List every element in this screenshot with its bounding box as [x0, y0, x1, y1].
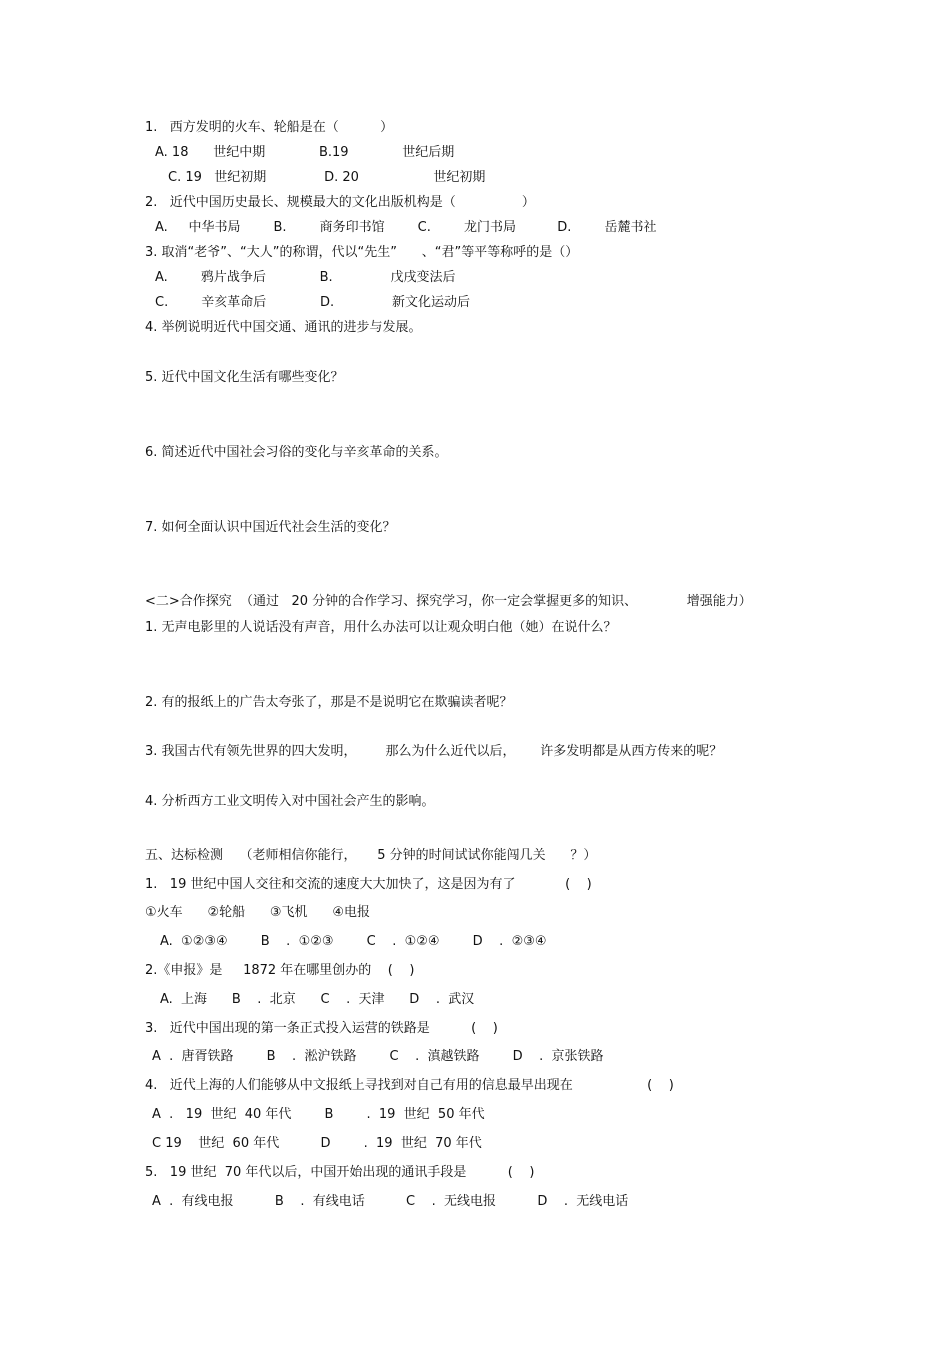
question-1-options-ab: A. 18 世纪中期 B.19 世纪后期 [155, 145, 455, 160]
question-1-text: 1. 西方发明的火车、轮船是在（ ） [145, 120, 394, 135]
assessment-question-2: 2.《申报》是 1872 年在哪里创办的 ( ) [145, 963, 415, 978]
question-2-options: A. 中华书局 B. 商务印书馆 C. 龙门书局 D. 岳麓书社 [155, 220, 657, 235]
inquiry-question-2: 2. 有的报纸上的广告太夸张了，那是不是说明它在欺骗读者呢？ [145, 695, 513, 710]
question-1-options-cd: C. 19 世纪初期 D. 20 世纪初期 [168, 170, 486, 185]
assessment-question-3-options: A . 唐胥铁路 B . 淞沪铁路 C . 滇越铁路 D . 京张铁路 [152, 1049, 604, 1064]
question-4-text: 4. 举例说明近代中国交通、通讯的进步与发展。 [145, 320, 422, 335]
assessment-question-1-items: ①火车 ②轮船 ③飞机 ④电报 [145, 905, 370, 920]
section-assessment-heading: 五、达标检测 （老师相信你能行， 5 分钟的时间试试你能闯几关 ？） [145, 848, 597, 863]
assessment-question-3: 3. 近代中国出现的第一条正式投入运营的铁路是 ( ) [145, 1021, 498, 1036]
section-cooperative-inquiry-heading: <二>合作探究 （通过 20 分钟的合作学习、探究学习，你一定会掌握更多的知识、 增强能力） [145, 594, 752, 609]
inquiry-question-1: 1. 无声电影里的人说话没有声音，用什么办法可以让观众明白他（她）在说什么？ [145, 620, 617, 635]
question-2-text: 2. 近代中国历史最长、规模最大的文化出版机构是（ ） [145, 195, 535, 210]
inquiry-question-3: 3. 我国古代有领先世界的四大发明， 那么为什么近代以后， 许多发明都是从西方传来的呢？ [145, 744, 723, 759]
assessment-question-5: 5. 19 世纪 70 年代以后，中国开始出现的通讯手段是 ( ) [145, 1165, 535, 1180]
question-5-text: 5. 近代中国文化生活有哪些变化？ [145, 370, 344, 385]
question-7-text: 7. 如何全面认识中国近代社会生活的变化？ [145, 520, 396, 535]
inquiry-question-4: 4. 分析西方工业文明传入对中国社会产生的影响。 [145, 794, 435, 809]
assessment-question-4: 4. 近代上海的人们能够从中文报纸上寻找到对自己有用的信息最早出现在 ( ) [145, 1078, 674, 1093]
question-3-options-cd: C. 辛亥革命后 D. 新文化运动后 [155, 295, 470, 310]
assessment-question-4-options-cd: C 19 世纪 60 年代 D . 19 世纪 70 年代 [152, 1136, 482, 1151]
assessment-question-1-options: A. ①②③④ B . ①②③ C . ①②④ D . ②③④ [160, 934, 547, 949]
question-3-options-ab: A. 鸦片战争后 B. 戊戌变法后 [155, 270, 456, 285]
question-3-text: 3. 取消“老爷”、“大人”的称谓，代以“先生” 、“君”等平等称呼的是（） [145, 245, 579, 260]
question-6-text: 6. 简述近代中国社会习俗的变化与辛亥革命的关系。 [145, 445, 448, 460]
assessment-question-4-options-ab: A . 19 世纪 40 年代 B . 19 世纪 50 年代 [152, 1107, 485, 1122]
assessment-question-5-options: A . 有线电报 B . 有线电话 C . 无线电报 D . 无线电话 [152, 1194, 629, 1209]
assessment-question-1: 1. 19 世纪中国人交往和交流的速度大大加快了，这是因为有了 ( ) [145, 877, 592, 892]
assessment-question-2-options: A. 上海 B . 北京 C . 天津 D . 武汉 [160, 992, 475, 1007]
